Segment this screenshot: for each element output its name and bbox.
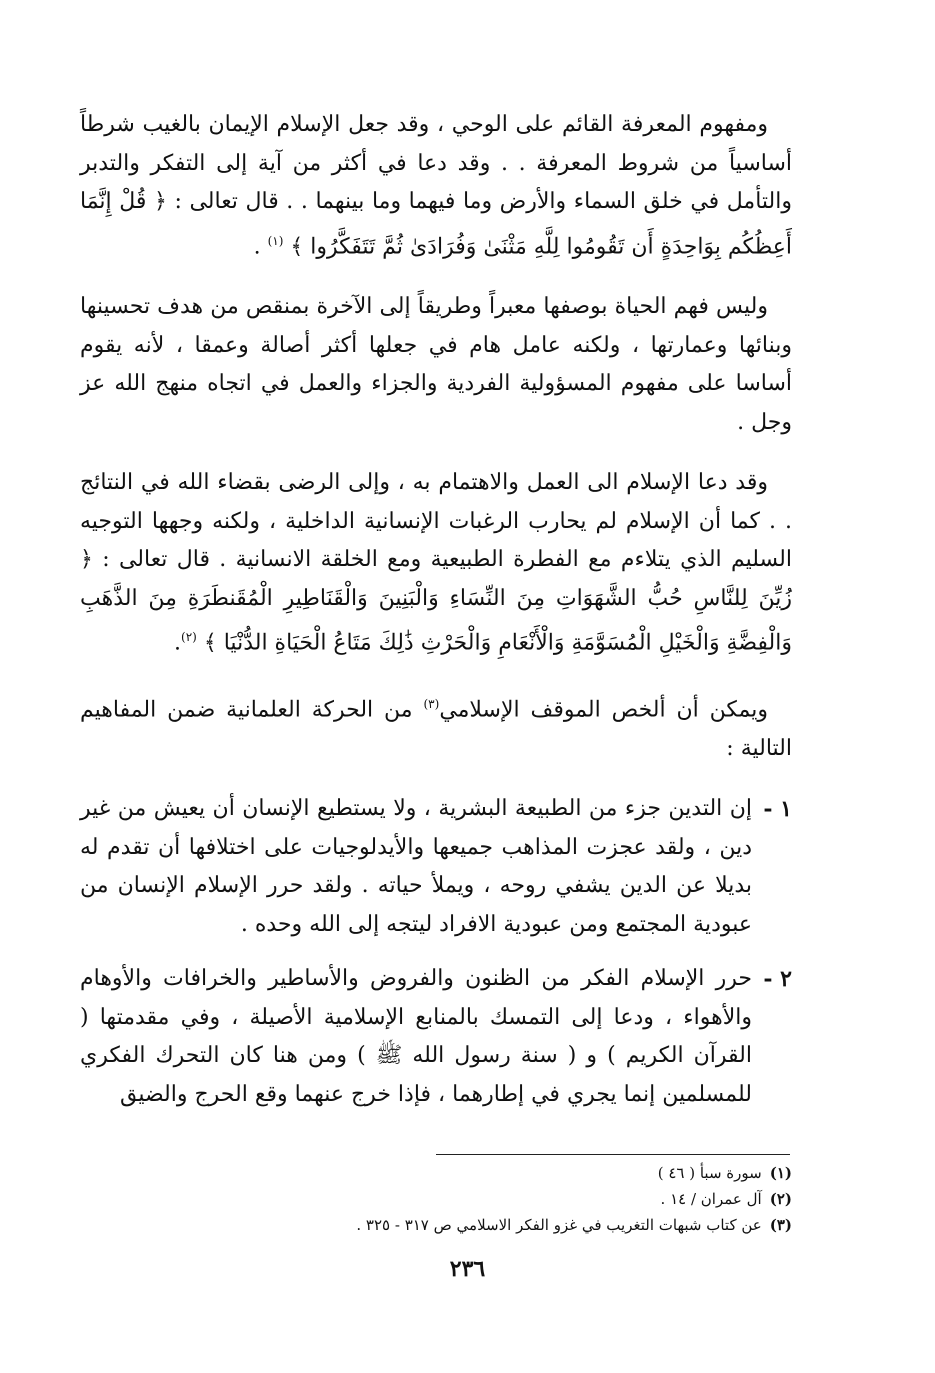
footnote-number: (٢) (769, 1190, 792, 1208)
paragraph-tail: . (174, 630, 182, 656)
list-item-text: إن التدين جزء من الطبيعة البشرية ، ولا يستطيع الإنسان أن يعيش من غير دين ، ولقد عجزت المذاهب جميعها والأيدلوجيات على اختلافها أن تقدم له بديلا عن الدين يشفي روحه ، ويملأ حياته . ولقد حرر الإسلام الإنسان من عبودية المجتمع ومن عبودية الافراد ليتجه إلى الله وحده . (80, 796, 752, 937)
paragraph-1 (80, 106, 792, 266)
list-item-number: ١ - (763, 796, 792, 823)
footnote-ref-3: (٣) (423, 697, 440, 712)
footnote-ref-2: (٢) (181, 630, 197, 645)
footnote-1 (200, 1160, 792, 1186)
footnote-text: عن كتاب شبهات التغريب في غزو الفكر الاسلامي ص ٣١٧ - ٣٢٥ . (356, 1216, 762, 1234)
footnote-2 (200, 1186, 792, 1212)
paragraph-3 (80, 464, 792, 663)
footnote-3 (200, 1212, 792, 1238)
list-item-1 (80, 790, 792, 944)
footnote-number: (٣) (769, 1216, 792, 1234)
paragraph-text: وقد دعا الإسلام الى العمل والاهتمام به ، وإلى الرضى بقضاء الله في النتائج . . كما أن الإسلام لم يحارب الرغبات الإنسانية الداخلية ، ولكنه وجهها التوجيه السليم الذي يتلاءم مع الفطرة الطبيعية ومع الخلقة الانسانية . قال تعالى : ﴿ زُيِّنَ لِلنَّاسِ حُبُّ الشَّهَوَاتِ مِنَ النِّسَاءِ وَالْبَنِينَ وَالْقَنَاطِيرِ الْمُقَنطَرَةِ مِنَ الذَّهَبِ وَالْفِضَّةِ وَالْخَيْلِ الْمُسَوَّمَةِ وَالْأَنْعَامِ وَالْحَرْثِ ذَٰلِكَ مَتَاعُ الْحَيَاةِ الدُّنْيَا ﴾ (80, 470, 792, 656)
footnote-separator (436, 1154, 790, 1155)
paragraph-tail: من الحركة العلمانية ضمن المفاهيم التالية : (80, 697, 792, 761)
paragraph-tail: . (253, 233, 268, 259)
main-text (80, 106, 792, 1130)
list-item-number: ٢ - (763, 966, 792, 993)
list-item-text: حرر الإسلام الفكر من الظنون والفروض والأساطير والخرافات والأوهام والأهواء ، ودعا إلى التمسك بالمنابع الإسلامية الأصيلة ، وفي مقدمتها ( القرآن الكريم ) و ( سنة رسول الله ﷺ ) ومن هنا كان التحرك الفكري للمسلمين إنما يجري في إطارهما ، فإذا خرج عنهما وقع الحرج والضيق (80, 966, 752, 1107)
list-item-2 (80, 960, 792, 1114)
footnote-text: آل عمران / ١٤ . (660, 1190, 762, 1208)
paragraph-text: وليس فهم الحياة بوصفها معبراً وطريقاً إلى الآخرة بمنقص من هدف تحسينها وبنائها وعمارتها ، ولكنه عامل هام في جعلها أكثر أصالة وعمقا ، لأنه يقوم أساسا على مفهوم المسؤولية الفردية والجزاء والعمل في اتجاه منهج الله عز وجل . (80, 294, 792, 435)
paragraph-2 (80, 288, 792, 442)
page-number: ٢٣٦ (449, 1256, 486, 1282)
paragraph-text: ويمكن أن ألخص الموقف الإسلامي (439, 697, 768, 723)
footnotes (200, 1160, 792, 1238)
paragraph-text: ومفهوم المعرفة القائم على الوحي ، وقد جعل الإسلام الإيمان بالغيب شرطاً أساسياً من شروط المعرفة . . وقد دعا في أكثر من آية إلى التفكر والتدبر والتأمل في خلق السماء والأرض وما فيهما وما بينهما . . قال تعالى : ﴿ قُلْ إِنَّمَا أَعِظُكُم بِوَاحِدَةٍ أَن تَقُومُوا لِلَّهِ مَثْنَىٰ وَفُرَادَىٰ ثُمَّ تَتَفَكَّرُوا ﴾ (80, 112, 792, 259)
footnote-text: سورة سبأ ( ٤٦ ) (657, 1164, 762, 1182)
footnote-ref-1: (١) (267, 233, 284, 248)
paragraph-4 (80, 685, 792, 768)
footnote-number: (١) (769, 1164, 792, 1182)
